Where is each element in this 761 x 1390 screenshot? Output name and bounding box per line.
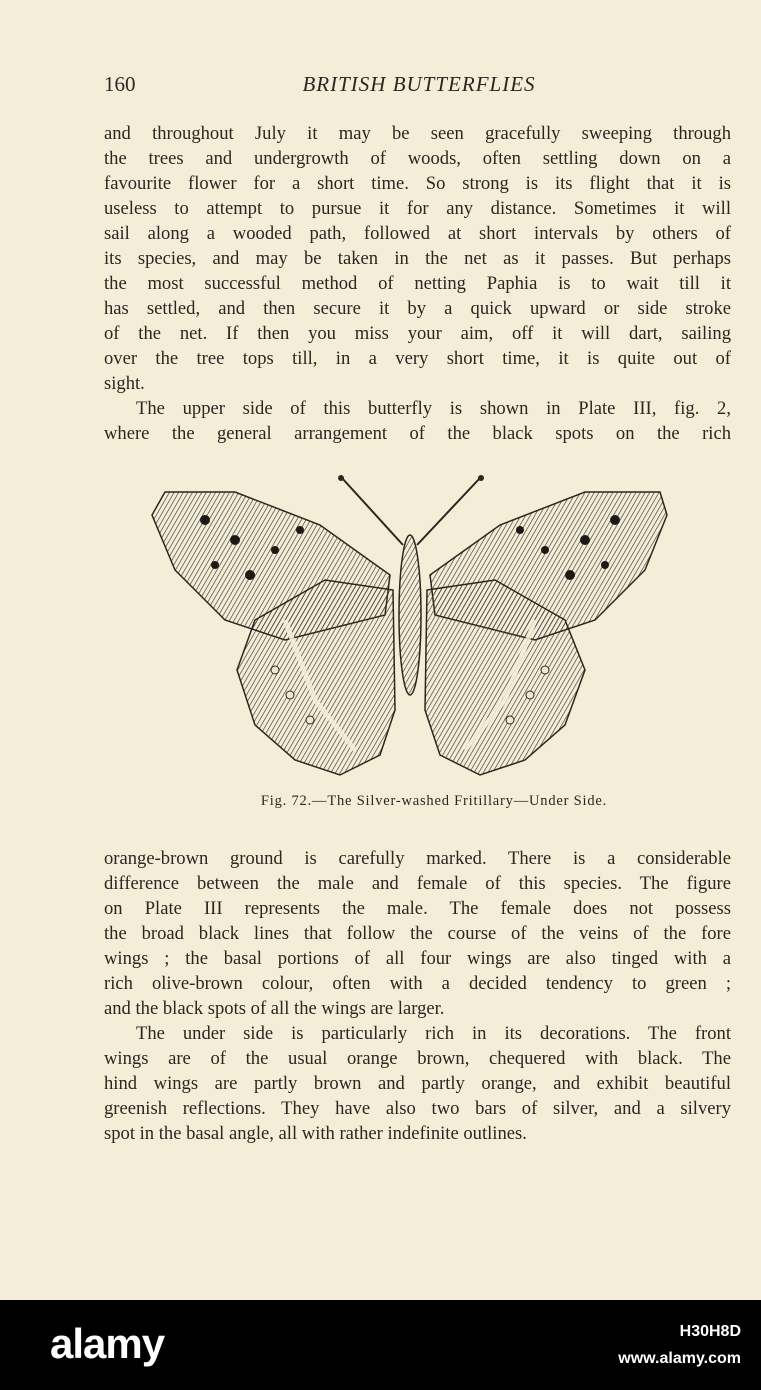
text-line: where the general arrangement of the black spots on the rich — [104, 423, 731, 444]
paragraph-3 — [104, 846, 731, 1021]
text-line: over the tree tops till, in a very short time, it is quite out of — [104, 348, 731, 369]
text-line: The under side is particularly rich in its decorations. The front — [136, 1023, 731, 1044]
paragraph-2 — [104, 396, 731, 446]
text-line: sight. — [104, 373, 145, 394]
text-line: on Plate III represents the male. The female does not possess — [104, 898, 731, 919]
paragraph-4 — [104, 1021, 731, 1146]
image-id: H30H8D — [679, 1323, 741, 1340]
text-line: wings are of the usual orange brown, chequered with black. The — [104, 1048, 731, 1069]
text-line: useless to attempt to pursue it for any distance. Sometimes it will — [104, 198, 731, 219]
butterfly-illustration — [145, 470, 675, 780]
text-line: hind wings are partly brown and partly orange, and exhibit beautiful — [104, 1073, 731, 1094]
text-line: greenish reflections. They have also two bars of silver, and a silvery — [104, 1098, 731, 1119]
site-url: www.alamy.com — [618, 1350, 741, 1367]
text-line: the broad black lines that follow the course of the veins of the fore — [104, 923, 731, 944]
page-number: 160 — [104, 72, 136, 96]
running-title: BRITISH BUTTERFLIES — [302, 72, 536, 96]
page-header — [104, 72, 734, 102]
text-line: spot in the basal angle, all with rather indefinite outlines. — [104, 1123, 527, 1144]
butterfly-body — [399, 535, 421, 695]
text-line: The upper side of this butterfly is shown in Plate III, fig. 2, — [136, 398, 731, 419]
text-line: and throughout July it may be seen gracefully sweeping through — [104, 123, 731, 144]
text-line: favourite flower for a short time. So strong is its flight that it is — [104, 173, 731, 194]
text-line: of the net. If then you miss your aim, off it will dart, sailing — [104, 323, 731, 344]
text-line: rich olive-brown colour, often with a decided tendency to green ; — [104, 973, 731, 994]
text-line: has settled, and then secure it by a quick upward or side stroke — [104, 298, 731, 319]
text-line: the trees and undergrowth of woods, often settling down on a — [104, 148, 731, 169]
butterfly-image — [145, 470, 675, 780]
watermark-footer — [0, 1300, 761, 1390]
text-line: difference between the male and female of this species. The figure — [104, 873, 731, 894]
text-line: orange-brown ground is carefully marked. There is a considerable — [104, 848, 731, 869]
text-line: and the black spots of all the wings are larger. — [104, 998, 445, 1019]
figure-caption: Fig. 72.—The Silver-washed Fritillary—Under Side. — [260, 793, 608, 809]
text-line: sail along a wooded path, followed at short intervals by others of — [104, 223, 731, 244]
alamy-logo: alamy — [50, 1320, 165, 1367]
text-line: its species, and may be taken in the net as it passes. But perhaps — [104, 248, 731, 269]
paragraph-1 — [104, 121, 731, 396]
text-line: the most successful method of netting Paphia is to wait till it — [104, 273, 731, 294]
text-line: wings ; the basal portions of all four wings are also tinged with a — [104, 948, 731, 969]
